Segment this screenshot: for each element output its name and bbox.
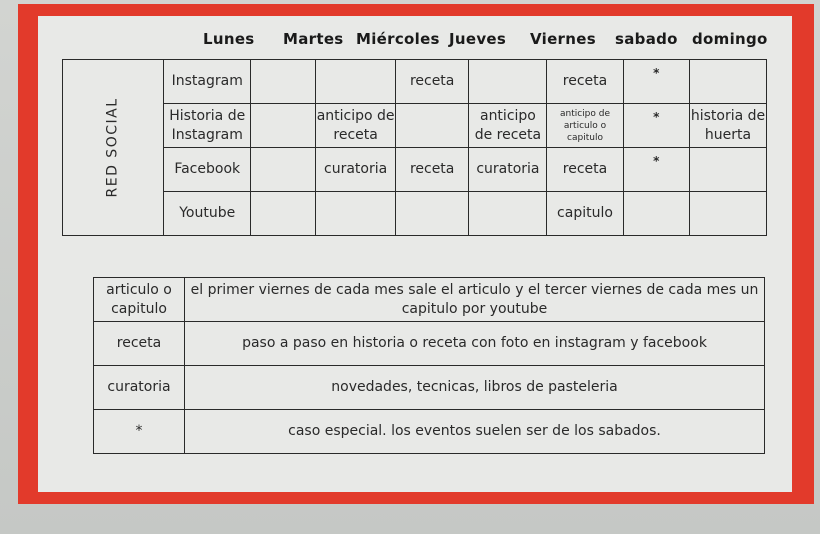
legend-key: receta <box>94 322 185 366</box>
schedule-cell: * <box>623 104 689 148</box>
schedule-cell: anticipo de articulo o capitulo <box>547 104 623 148</box>
legend-description: paso a paso en historia o receta con foto en instagram y facebook <box>185 322 765 366</box>
schedule-cell: historia de huerta <box>690 104 767 148</box>
schedule-cell: curatoria <box>469 148 547 192</box>
schedule-cell <box>251 104 316 148</box>
schedule-cell: receta <box>547 60 623 104</box>
day-header: Miércoles <box>356 30 440 48</box>
red-social-label: RED SOCIAL <box>63 60 164 236</box>
network-cell: Facebook <box>164 148 251 192</box>
table-row <box>94 366 765 410</box>
schedule-cell <box>690 192 767 236</box>
day-header: Viernes <box>530 30 596 48</box>
schedule-cell <box>469 192 547 236</box>
network-cell: Instagram <box>164 60 251 104</box>
schedule-cell <box>395 104 469 148</box>
schedule-cell <box>395 192 469 236</box>
schedule-cell <box>251 60 316 104</box>
table-row <box>63 104 767 148</box>
schedule-cell <box>251 192 316 236</box>
table-row <box>63 192 767 236</box>
table-row <box>63 60 767 104</box>
legend-description: caso especial. los eventos suelen ser de los sabados. <box>185 410 765 454</box>
legend-description: novedades, tecnicas, libros de pasteleria <box>185 366 765 410</box>
network-cell: Historia de Instagram <box>164 104 251 148</box>
schedule-cell: capitulo <box>547 192 623 236</box>
schedule-cell <box>469 60 547 104</box>
schedule-cell <box>690 148 767 192</box>
schedule-cell <box>690 60 767 104</box>
day-header: sabado <box>615 30 678 48</box>
schedule-cell <box>251 148 316 192</box>
table-row <box>63 148 767 192</box>
day-header: Martes <box>283 30 344 48</box>
legend-key: curatoria <box>94 366 185 410</box>
legend-description: el primer viernes de cada mes sale el articulo y el tercer viernes de cada mes un capitulo por youtube <box>185 278 765 322</box>
table-row <box>94 278 765 322</box>
table-row <box>94 322 765 366</box>
legend-table <box>93 277 765 454</box>
day-header: domingo <box>692 30 768 48</box>
schedule-cell: * <box>623 60 689 104</box>
network-cell: Youtube <box>164 192 251 236</box>
schedule-cell: receta <box>395 60 469 104</box>
schedule-cell: * <box>623 148 689 192</box>
day-header: Jueves <box>449 30 507 48</box>
schedule-table <box>62 59 767 236</box>
legend-key: articulo o capitulo <box>94 278 185 322</box>
schedule-cell: anticipo de receta <box>469 104 547 148</box>
legend-key: * <box>94 410 185 454</box>
day-header: Lunes <box>203 30 255 48</box>
schedule-cell <box>623 192 689 236</box>
schedule-cell: anticipo de receta <box>316 104 395 148</box>
schedule-cell: curatoria <box>316 148 395 192</box>
schedule-cell <box>316 60 395 104</box>
schedule-cell: receta <box>395 148 469 192</box>
schedule-cell <box>316 192 395 236</box>
table-row <box>94 410 765 454</box>
schedule-cell: receta <box>547 148 623 192</box>
